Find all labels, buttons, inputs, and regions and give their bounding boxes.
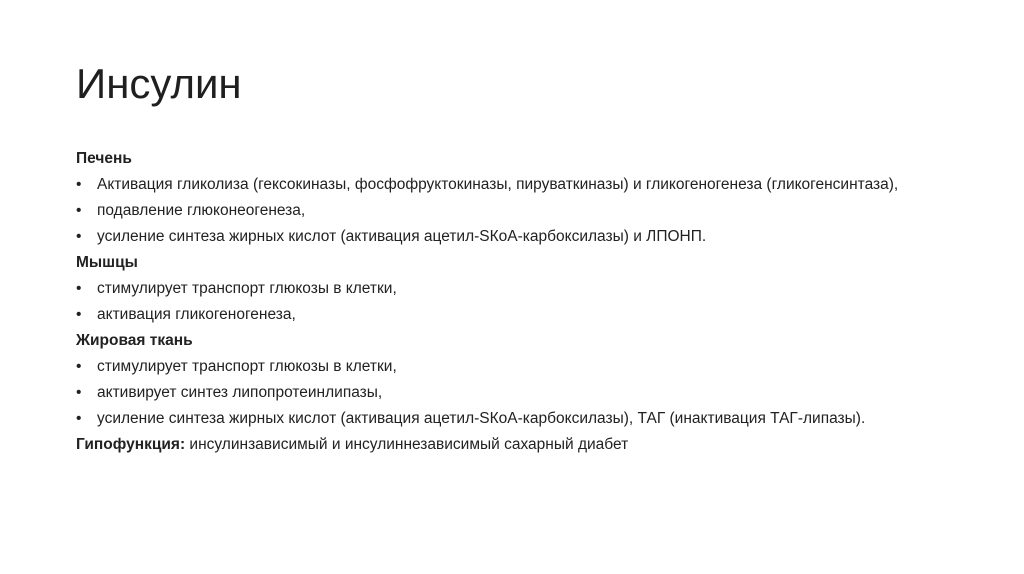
- list-item: [76, 176, 956, 194]
- bullet-icon: •: [76, 384, 82, 401]
- bullet-icon: •: [76, 280, 82, 297]
- hypofunction-line: [76, 436, 956, 454]
- list-item: [76, 358, 956, 376]
- list-item-text: Активация гликолиза (гексокиназы, фосфофруктокиназы, пируваткиназы) и гликогеногенеза (гликогенсинтаза),: [97, 176, 899, 193]
- list-item-text: усиление синтеза жирных кислот (активация ацетил-SКоА-карбоксилазы) и ЛПОНП.: [97, 228, 707, 245]
- list-item: [76, 410, 956, 428]
- hypofunction-label: Гипофункция:: [76, 436, 186, 453]
- bullet-icon: •: [76, 306, 82, 323]
- list-item-text: стимулирует транспорт глюкозы в клетки,: [97, 280, 397, 297]
- adipose-list: [76, 358, 956, 428]
- list-item: [76, 228, 956, 246]
- section-heading-muscles: Мышцы: [76, 254, 138, 271]
- bullet-icon: •: [76, 202, 82, 219]
- list-item: [76, 280, 956, 298]
- hypofunction-text: инсулинзависимый и инсулиннезависимый сахарный диабет: [185, 436, 629, 453]
- list-item: [76, 306, 956, 324]
- list-item-text: активирует синтез липопротеинлипазы,: [97, 384, 383, 401]
- list-item: [76, 202, 956, 220]
- slide-title: Инсулин: [76, 60, 242, 107]
- bullet-icon: •: [76, 410, 82, 427]
- bullet-icon: •: [76, 176, 82, 193]
- list-item: [76, 384, 956, 402]
- section-heading-liver: Печень: [76, 150, 132, 167]
- list-item-text: усиление синтеза жирных кислот (активация ацетил-SКоА-карбоксилазы), ТАГ (инактивация ТАГ-липазы).: [97, 410, 866, 427]
- list-item-text: подавление глюконеогенеза,: [97, 202, 306, 219]
- muscles-list: [76, 280, 956, 324]
- liver-list: [76, 176, 956, 246]
- list-item-text: активация гликогеногенеза,: [97, 306, 296, 323]
- bullet-icon: •: [76, 228, 82, 245]
- bullet-icon: •: [76, 358, 82, 375]
- slide-content: [76, 150, 956, 454]
- section-heading-adipose: Жировая ткань: [76, 332, 193, 349]
- list-item-text: стимулирует транспорт глюкозы в клетки,: [97, 358, 397, 375]
